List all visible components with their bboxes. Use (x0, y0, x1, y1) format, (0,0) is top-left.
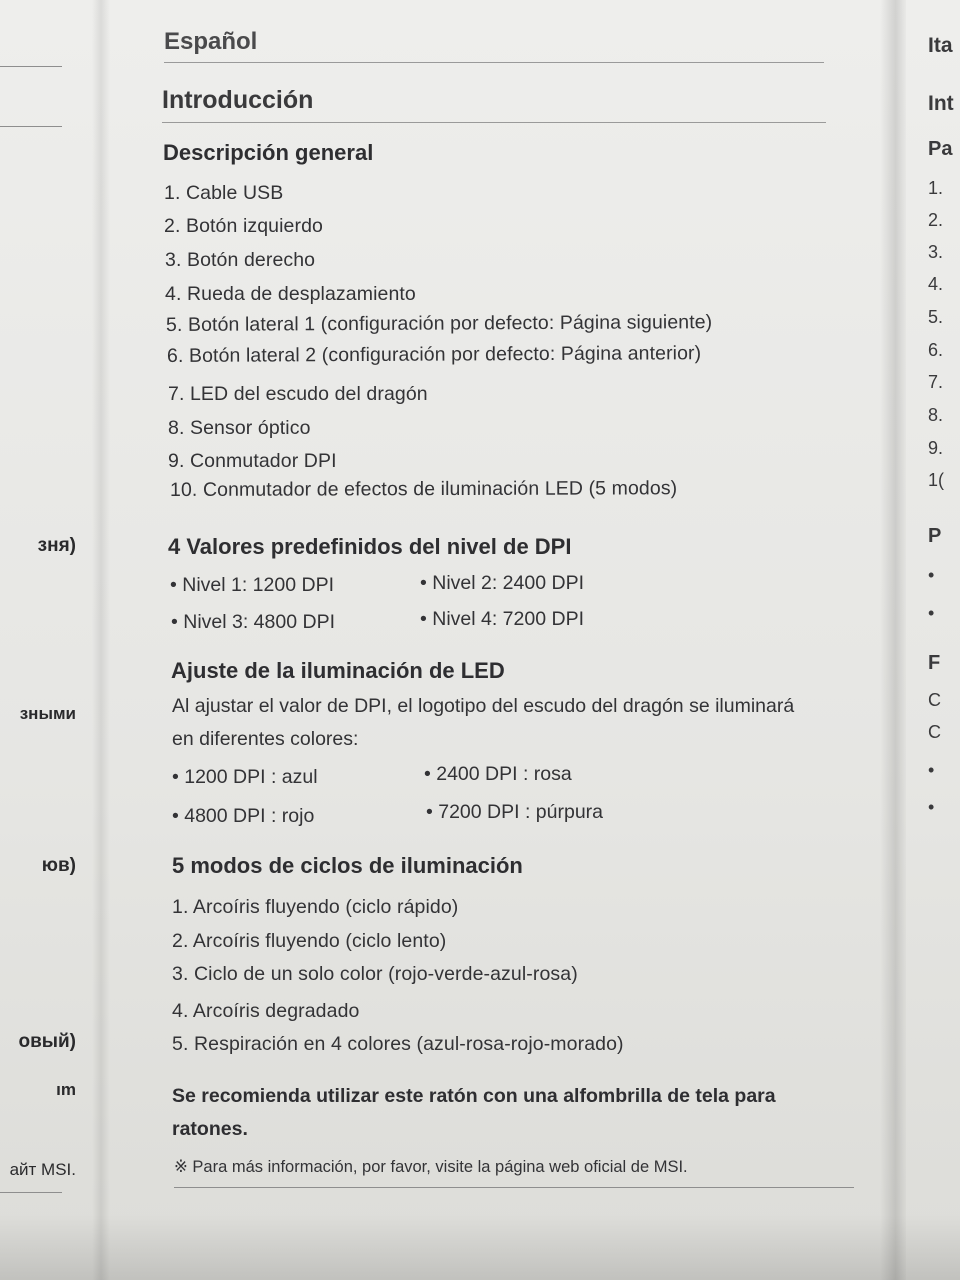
mode-item: 3. Ciclo de un solo color (rojo-verde-azul-rosa) (172, 963, 578, 985)
right-fragment: C (928, 690, 941, 710)
right-fragment: 9. (928, 438, 944, 458)
page-title: Introducción (162, 86, 826, 123)
left-column-fragments (0, 0, 80, 1280)
overview-item: 8. Sensor óptico (168, 417, 311, 439)
overview-item: 6. Botón lateral 2 (configuración por defecto: Página anterior) (166, 342, 702, 367)
right-fragment: Int (928, 92, 954, 115)
bottom-shadow (0, 1215, 960, 1280)
right-fragment: C (928, 722, 941, 742)
right-fragment: • (928, 603, 935, 623)
dpi-level: • Nivel 4: 7200 DPI (420, 608, 584, 630)
right-fragment: 1. (928, 178, 944, 198)
mode-item: 5. Respiración en 4 colores (azul-rosa-rojo-morado) (172, 1033, 624, 1055)
right-fragment: 2. (928, 210, 944, 230)
mode-item: 2. Arcoíris fluyendo (ciclo lento) (172, 930, 447, 952)
right-fragment: F (928, 652, 941, 674)
right-column-fragments (920, 0, 960, 1280)
left-fragment: овый) (18, 1031, 76, 1052)
right-fragment: P (928, 525, 942, 547)
overview-heading: Descripción general (163, 140, 374, 165)
led-color: • 2400 DPI : rosa (424, 763, 572, 785)
overview-item: 3. Botón derecho (165, 249, 316, 271)
left-fragment: айт MSI. (9, 1160, 76, 1179)
led-heading: Ajuste de la iluminación de LED (171, 658, 505, 683)
right-fragment: 3. (928, 242, 944, 262)
overview-item: 1. Cable USB (164, 182, 284, 204)
language-heading: Español (164, 28, 824, 63)
overview-item: 5. Botón lateral 1 (configuración por defecto: Página siguiente) (165, 311, 713, 336)
right-fragment: 6. (928, 340, 944, 360)
overview-item: 10. Conmutador de efectos de iluminación LED (5 modos) (169, 477, 678, 501)
paper-fold-right (880, 0, 906, 1280)
spanish-page (162, 0, 852, 1280)
paper-fold-left (92, 0, 110, 1280)
right-fragment: Ita (928, 34, 953, 57)
dpi-level: • Nivel 2: 2400 DPI (420, 572, 584, 594)
mode-item: 4. Arcoíris degradado (172, 1000, 360, 1022)
left-fragment: зными (19, 704, 76, 723)
led-color: • 1200 DPI : azul (172, 766, 318, 788)
dpi-level: • Nivel 3: 4800 DPI (171, 611, 335, 633)
dpi-heading: 4 Valores predefinidos del nivel de DPI (168, 534, 572, 559)
led-description: Al ajustar el valor de DPI, el logotipo del escudo del dragón se iluminará en diferentes colores: (172, 695, 795, 750)
led-color: • 4800 DPI : rojo (172, 805, 315, 827)
right-fragment: • (928, 760, 935, 780)
left-fragment: зня) (37, 535, 76, 556)
left-fragment: ım (56, 1080, 76, 1099)
overview-item: 4. Rueda de desplazamiento (165, 283, 416, 305)
mode-item: 1. Arcoíris fluyendo (ciclo rápido) (172, 896, 459, 918)
left-divider-2 (0, 126, 62, 127)
footnote: ※ Para más información, por favor, visite la página web oficial de MSI. (174, 1157, 854, 1188)
right-fragment: 5. (928, 307, 944, 327)
modes-heading: 5 modos de ciclos de iluminación (172, 853, 523, 878)
led-color: • 7200 DPI : púrpura (426, 801, 604, 823)
left-divider-3 (0, 1192, 62, 1193)
dpi-level: • Nivel 1: 1200 DPI (170, 574, 334, 596)
right-fragment: • (928, 797, 935, 817)
recommendation-note: Se recomienda utilizar este ratón con una alfombrilla de tela para ratones. (172, 1085, 776, 1140)
right-fragment: 1( (928, 470, 945, 490)
right-fragment: • (928, 565, 935, 585)
right-fragment: 7. (928, 372, 944, 392)
left-fragment: юв) (41, 855, 76, 876)
overview-item: 2. Botón izquierdo (164, 215, 323, 237)
overview-item: 9. Conmutador DPI (168, 450, 337, 472)
right-fragment: 4. (928, 274, 944, 294)
overview-item: 7. LED del escudo del dragón (168, 383, 428, 405)
right-fragment: Pa (928, 138, 953, 160)
left-divider-1 (0, 66, 62, 67)
right-fragment: 8. (928, 405, 944, 425)
